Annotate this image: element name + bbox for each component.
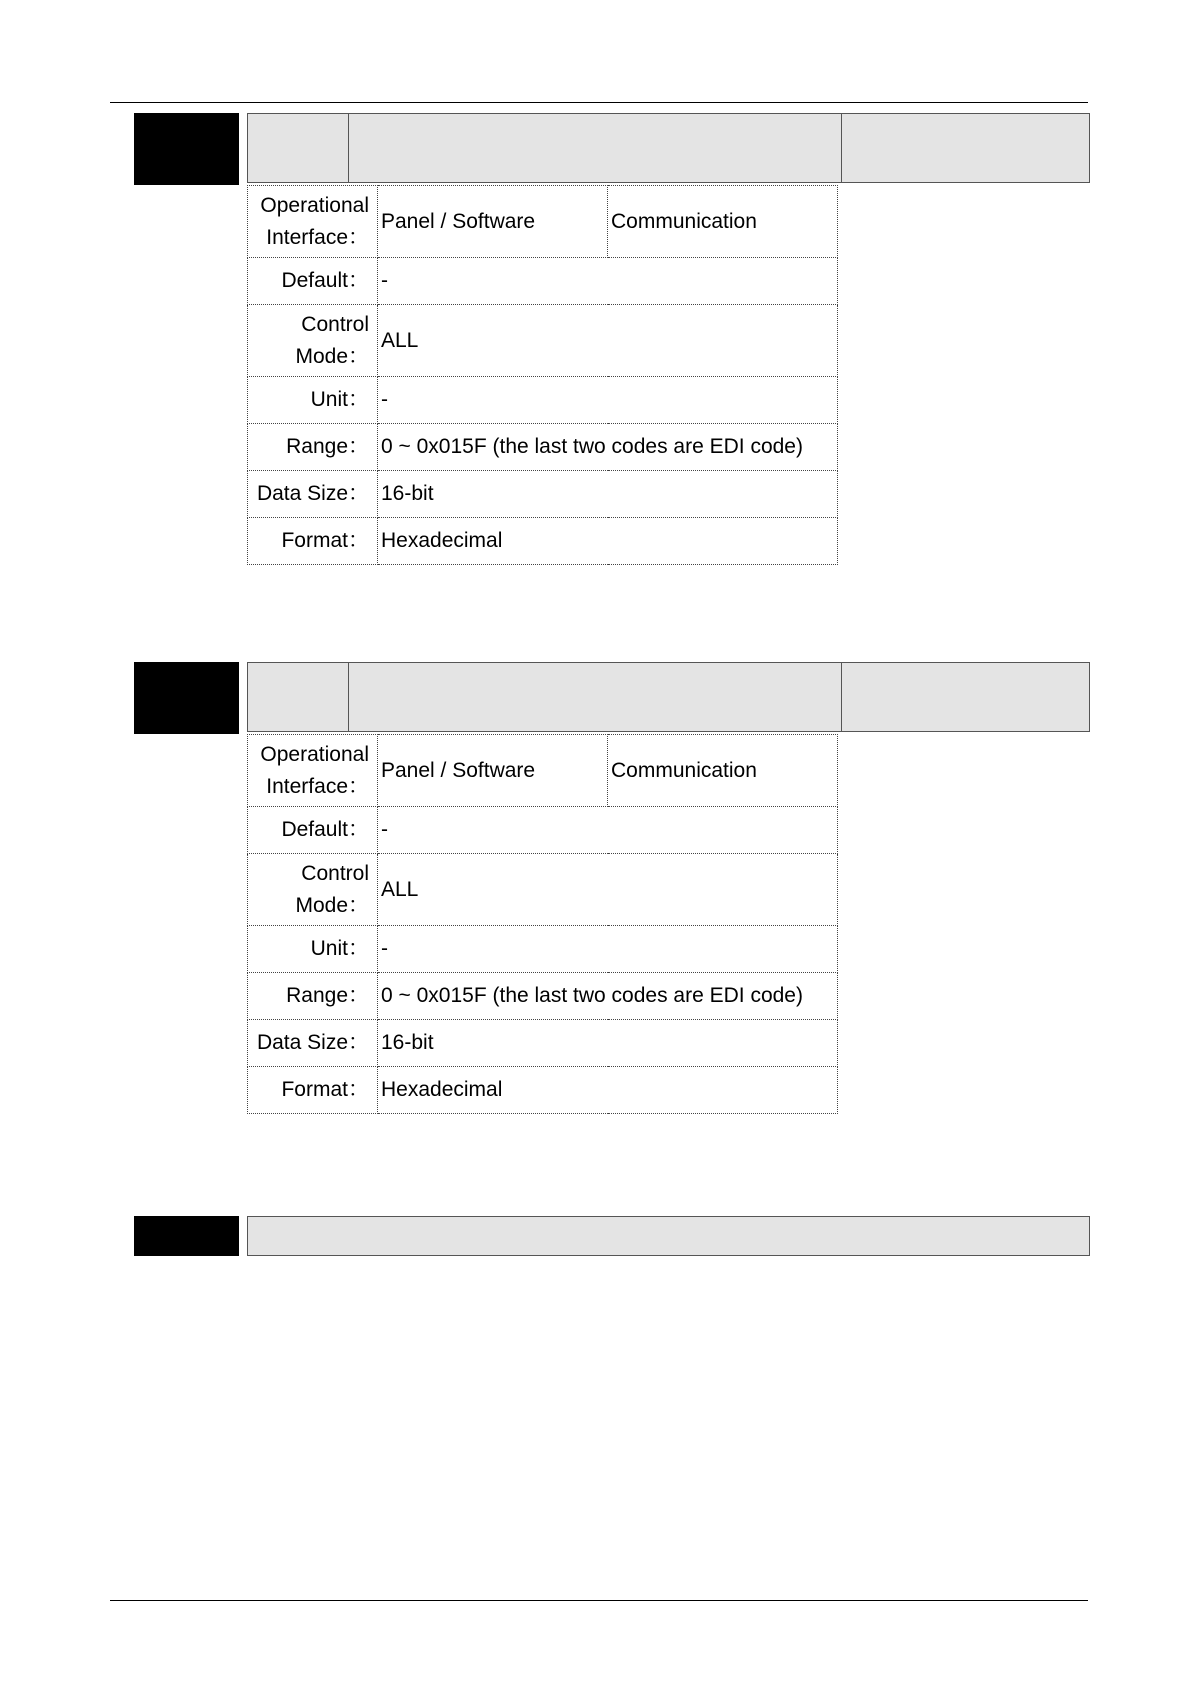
label-line: Operational [260,742,369,766]
label-line: Mode： [295,344,369,368]
label-range: Range： [248,973,378,1020]
label-default: Default： [248,258,378,305]
value-panel-software: Panel / Software [378,186,608,258]
label-line: Mode： [295,893,369,917]
value-format: Hexadecimal [378,1067,838,1114]
header-cell-address [248,114,349,182]
parameter-block-3 [134,1216,1090,1258]
value-communication: Communication [608,735,838,807]
header-cell-name [349,114,842,182]
row-default [248,807,838,854]
value-range: 0 ~ 0x015F (the last two codes are EDI code) [378,424,838,471]
label-format: Format： [248,518,378,565]
label-control-mode [248,305,378,377]
row-format [248,1067,838,1114]
label-operational-interface [248,735,378,807]
label-data-size: Data Size： [248,1020,378,1067]
label-unit: Unit： [248,377,378,424]
footer-rule [110,1600,1088,1601]
label-control-mode [248,854,378,926]
value-default: - [378,258,838,305]
label-range: Range： [248,424,378,471]
label-line: Control [301,312,369,336]
value-range: 0 ~ 0x015F (the last two codes are EDI code) [378,973,838,1020]
parameter-attributes-table [247,185,838,565]
value-data-size: 16-bit [378,471,838,518]
value-format: Hexadecimal [378,518,838,565]
value-unit: - [378,926,838,973]
value-control-mode: ALL [378,854,838,926]
value-control-mode: ALL [378,305,838,377]
parameter-code-tab [134,1216,239,1256]
label-line: Interface： [266,774,369,798]
value-communication: Communication [608,186,838,258]
header-cell-name [349,663,842,731]
row-data-size [248,1020,838,1067]
label-line: Interface： [266,225,369,249]
label-format: Format： [248,1067,378,1114]
row-range [248,973,838,1020]
parameter-header-bar [247,1216,1090,1256]
row-data-size [248,471,838,518]
value-data-size: 16-bit [378,1020,838,1067]
row-unit [248,377,838,424]
parameter-code-tab [134,113,239,185]
value-unit: - [378,377,838,424]
header-cell-reference [842,114,1089,182]
parameter-attributes-table [247,734,838,1114]
row-range [248,424,838,471]
row-control-mode [248,854,838,926]
value-panel-software: Panel / Software [378,735,608,807]
row-format [248,518,838,565]
label-default: Default： [248,807,378,854]
label-data-size: Data Size： [248,471,378,518]
row-default [248,258,838,305]
parameter-code-tab [134,662,239,734]
label-line: Operational [260,193,369,217]
header-cell-reference [842,663,1089,731]
row-operational-interface [248,735,838,807]
header-rule [110,102,1088,103]
row-operational-interface [248,186,838,258]
parameter-header-bar [247,662,1090,732]
label-line: Control [301,861,369,885]
value-default: - [378,807,838,854]
header-cell-address [248,663,349,731]
label-operational-interface [248,186,378,258]
row-control-mode [248,305,838,377]
label-unit: Unit： [248,926,378,973]
parameter-header-bar [247,113,1090,183]
row-unit [248,926,838,973]
